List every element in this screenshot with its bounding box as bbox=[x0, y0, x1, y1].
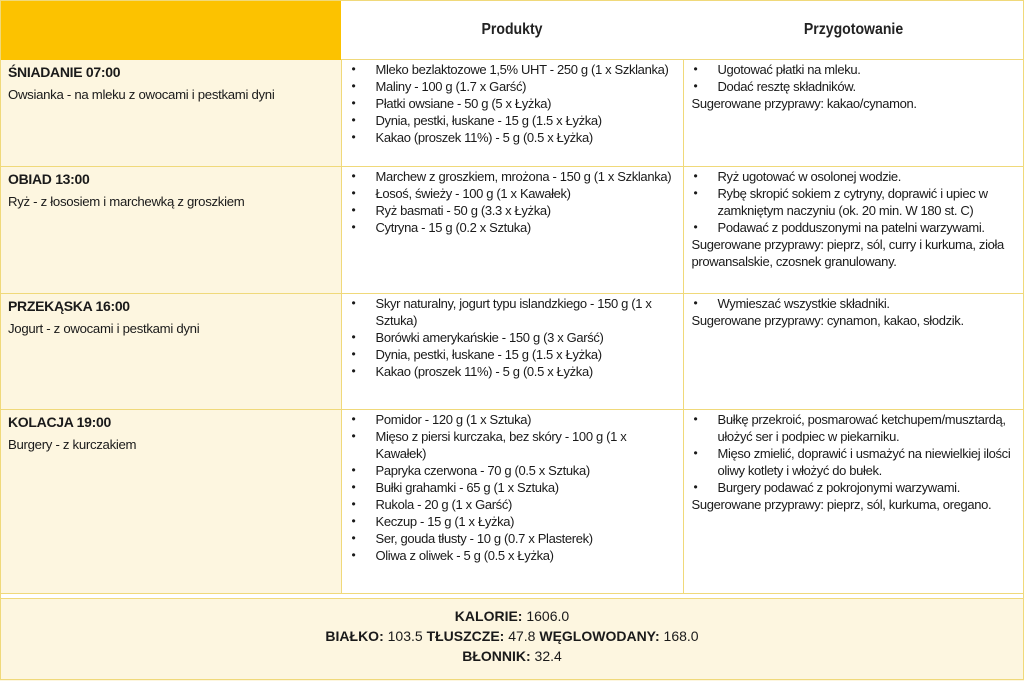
meal-title: KOLACJA 19:00 bbox=[8, 414, 111, 430]
suggested-spices: Sugerowane przyprawy: kakao/cynamon. bbox=[691, 96, 917, 111]
list-item: • Skyr naturalny, jogurt typu islandzkiego - 150 g (1 x Sztuka) bbox=[376, 295, 677, 329]
fiber-label: BŁONNIK: bbox=[462, 648, 531, 664]
list-item: • Mleko bezlaktozowe 1,5% UHT - 250 g (1 x Szklanka) bbox=[376, 61, 677, 78]
meal-subtitle: Owsianka - na mleku z owocami i pestkami dyni bbox=[8, 86, 275, 102]
list-item: • Rybę skropić sokiem z cytryny, doprawić i upiec w zamkniętym naczyniu (ok. 20 min. W 180 st. C) bbox=[718, 185, 1018, 219]
suggested-spices: Sugerowane przyprawy: pieprz, sól, kurkuma, oregano. bbox=[691, 497, 992, 512]
list-item: • Płatki owsiane - 50 g (5 x Łyżka) bbox=[376, 95, 677, 112]
suggested-spices: Sugerowane przyprawy: cynamon, kakao, słodzik. bbox=[691, 313, 964, 328]
list-item: • Kakao (proszek 11%) - 5 g (0.5 x Łyżka) bbox=[376, 363, 677, 380]
list-item: • Oliwa z oliwek - 5 g (0.5 x Łyżka) bbox=[376, 547, 677, 564]
list-item: • Cytryna - 15 g (0.2 x Sztuka) bbox=[376, 219, 677, 236]
list-item: • Pomidor - 120 g (1 x Sztuka) bbox=[376, 411, 677, 428]
list-item: • Ryż basmati - 50 g (3.3 x Łyżka) bbox=[376, 202, 677, 219]
list-item: • Dynia, pestki, łuskane - 15 g (1.5 x Łyżka) bbox=[376, 112, 677, 129]
meal-subtitle: Jogurt - z owocami i pestkami dyni bbox=[8, 321, 200, 336]
list-item: • Łosoś, świeży - 100 g (1 x Kawałek) bbox=[376, 185, 677, 202]
header-preparation: Przygotowanie bbox=[703, 0, 1003, 60]
meal-title: ŚNIADANIE 07:00 bbox=[8, 63, 121, 80]
meal-title: OBIAD 13:00 bbox=[8, 171, 90, 187]
fat-label: TŁUSZCZE: bbox=[426, 628, 505, 644]
list-item: • Keczup - 15 g (1 x Łyżka) bbox=[376, 513, 677, 530]
suggested-spices: Sugerowane przyprawy: pieprz, sól, curry i kurkuma, zioła prowansalskie, czosnek granulowany. bbox=[691, 237, 1004, 269]
list-item: • Ryż ugotować w osolonej wodzie. bbox=[718, 168, 1018, 185]
list-item: • Rukola - 20 g (1 x Garść) bbox=[376, 496, 677, 513]
list-item: • Mięso z piersi kurczaka, bez skóry - 100 g (1 x Kawałek) bbox=[376, 428, 677, 462]
calories-label: KALORIE: bbox=[454, 608, 523, 624]
list-item: • Ugotować płatki na mleku. bbox=[718, 61, 1018, 78]
list-item: • Papryka czerwona - 70 g (0.5 x Sztuka) bbox=[376, 462, 677, 479]
meal-subtitle: Burgery - z kurczakiem bbox=[8, 437, 137, 452]
list-item: • Dodać resztę składników. bbox=[718, 78, 1018, 95]
carbs-value: 168.0 bbox=[663, 628, 699, 644]
list-item: • Borówki amerykańskie - 150 g (3 x Garść) bbox=[376, 329, 677, 346]
carbs-label: WĘGLOWODANY: bbox=[539, 628, 660, 644]
list-item: • Burgery podawać z pokrojonymi warzywami. bbox=[718, 479, 1018, 496]
list-item: • Ser, gouda tłusty - 10 g (0.7 x Plasterek) bbox=[376, 530, 677, 547]
list-item: • Podawać z podduszonymi na patelni warzywami. bbox=[718, 219, 1018, 236]
list-item: • Kakao (proszek 11%) - 5 g (0.5 x Łyżka) bbox=[376, 129, 677, 146]
header-products: Produkty bbox=[362, 0, 663, 60]
list-item: • Dynia, pestki, łuskane - 15 g (1.5 x Łyżka) bbox=[376, 346, 677, 363]
protein-label: BIAŁKO: bbox=[325, 628, 384, 644]
list-item: • Bułkę przekroić, posmarować ketchupem/musztardą, ułożyć ser i podpiec w piekarniku. bbox=[718, 411, 1018, 445]
list-item: • Bułki grahamki - 65 g (1 x Sztuka) bbox=[376, 479, 677, 496]
list-item: • Marchew z groszkiem, mrożona - 150 g (1 x Szklanka) bbox=[376, 168, 677, 185]
list-item: • Maliny - 100 g (1.7 x Garść) bbox=[376, 78, 677, 95]
meal-subtitle: Ryż - z łososiem i marchewką z groszkiem bbox=[8, 194, 245, 209]
fiber-value: 32.4 bbox=[534, 648, 562, 664]
meal-title: PRZEKĄSKA 16:00 bbox=[8, 298, 130, 314]
list-item: • Wymieszać wszystkie składniki. bbox=[718, 295, 1018, 312]
fat-value: 47.8 bbox=[508, 628, 536, 644]
list-item: • Mięso zmielić, doprawić i usmażyć na niewielkiej ilości oliwy kotlety i włożyć do bułek. bbox=[718, 445, 1018, 479]
calories-value: 1606.0 bbox=[526, 608, 570, 624]
protein-value: 103.5 bbox=[387, 628, 423, 644]
